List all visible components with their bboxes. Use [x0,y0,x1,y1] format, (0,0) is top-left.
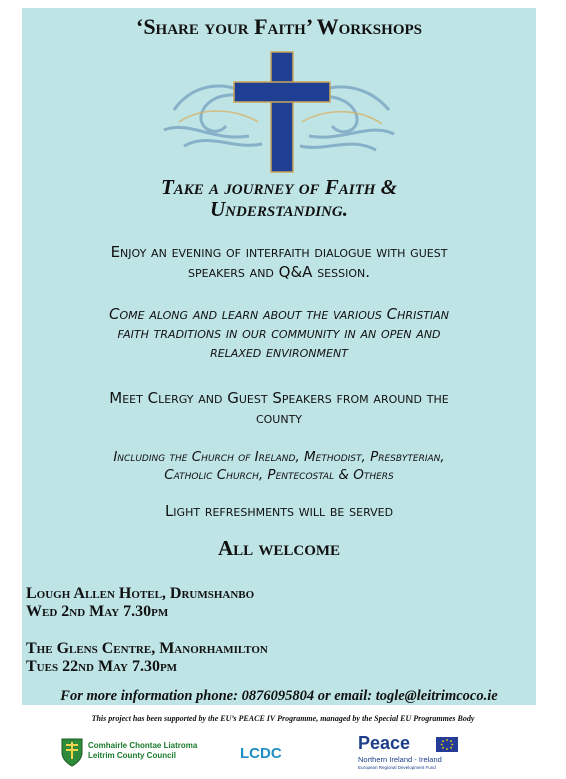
welcome-heading: All welcome [217,536,341,560]
cross-icon [154,50,404,176]
peace-fund-text: European Regional Development Fund [358,765,436,770]
lcdc-text: LCDC [240,745,282,762]
poster [22,8,536,705]
venue-glens-centre [26,640,526,676]
council-name-irish: Comhairle Chontae Liatroma [88,741,198,750]
text-line: Including the Church of Ireland, Methodist, Presbyterian, [113,449,445,465]
text-line: county [255,409,303,427]
text-line: Enjoy an evening of interfaith dialogue with guest [110,243,448,261]
venue-lough-allen [26,585,526,621]
funding-note: This project has been supported by the EU’s PEACE IV Programme, managed by the Special EU Programmes Body [91,714,475,723]
refreshments-text: Light refreshments will be served [164,502,394,520]
text-line: faith traditions in our community in an open and [117,324,441,342]
text-line: Catholic Church, Pentecostal & Others [164,467,394,483]
council-logo [60,735,210,775]
venue-name: Lough Allen Hotel, Drumshanbo [26,585,255,602]
peace-subtitle: Northern Ireland - Ireland [358,755,442,764]
tagline-line: Take a journey of Faith & [160,175,398,199]
intro-paragraph [30,242,528,282]
text-line: Come along and learn about the various Christian [108,305,450,323]
venue-date: Tues 22nd May 7.30pm [26,658,178,675]
description-paragraph [30,305,528,362]
speakers-paragraph [30,388,528,428]
venue-name: The Glens Centre, Manorhamilton [26,640,268,657]
lcdc-logo [240,735,310,775]
contact-info: For more information phone: 0876095804 or email: togle@leitrimcoco.ie [60,688,498,704]
peace-text: Peace [358,733,411,753]
eu-flag-icon [436,737,458,752]
venue-date: Wed 2nd May 7.30pm [26,603,169,620]
text-line: speakers and Q&A session. [188,263,370,281]
council-name-english: Leitrim County Council [88,751,176,760]
council-name [88,741,197,761]
tagline-line: Understanding. [210,197,348,221]
council-crest-icon [60,737,84,767]
churches-paragraph [30,448,528,484]
text-line: Meet Clergy and Guest Speakers from around the [109,389,449,407]
poster-title: ‘Share your Faith’ Workshops [136,14,422,39]
peace-logo [358,735,488,775]
tagline [22,176,536,220]
text-line: relaxed environment [210,343,348,361]
